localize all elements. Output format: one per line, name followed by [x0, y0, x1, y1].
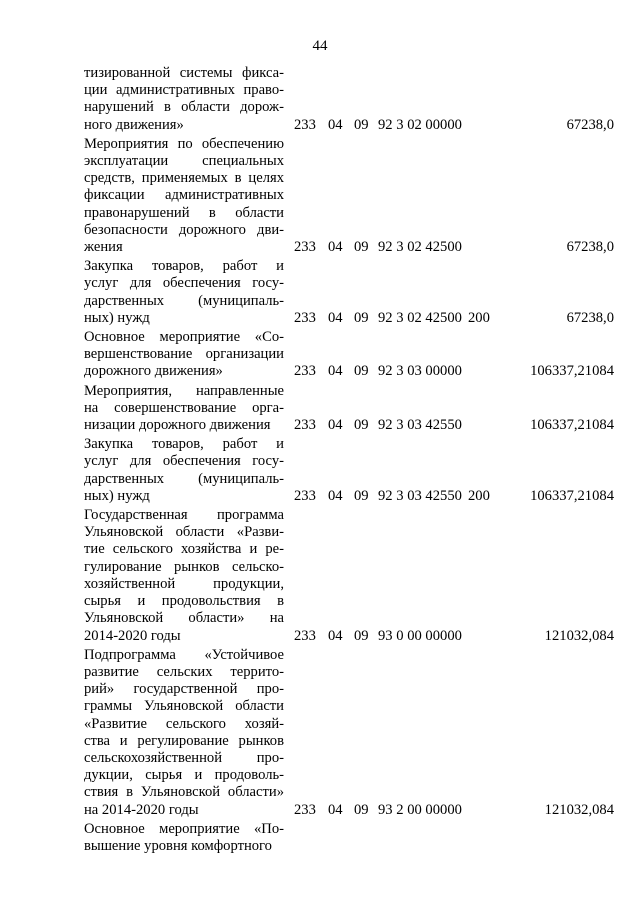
code-subsection: 09	[354, 627, 369, 644]
row-name-line: Мероприятия по обеспечению	[84, 135, 284, 152]
code-target-article: 92 3 03 00000	[378, 363, 462, 380]
code-section: 04	[328, 363, 343, 380]
code-expense-type	[468, 417, 498, 434]
code-section: 04	[328, 309, 343, 326]
table-row	[84, 136, 614, 256]
code-subsection: 09	[354, 239, 369, 256]
code-expense-type	[468, 363, 498, 380]
row-name-line: ствия в Ульяновской области»	[84, 784, 284, 801]
row-amount: 121032,084	[544, 627, 614, 644]
code-section: 04	[328, 239, 343, 256]
row-name-line: дорожного движения»	[84, 363, 223, 380]
row-amount: 106337,21084	[530, 487, 614, 504]
code-target-article: 92 3 03 42550	[378, 487, 462, 504]
code-ved: 233	[294, 417, 316, 434]
row-name-line: Ульяновской области» на	[84, 610, 284, 627]
row-name-line: сырья и продовольствия в	[84, 593, 284, 610]
row-codes	[284, 488, 498, 505]
code-expense-type	[468, 117, 498, 134]
row-codes	[284, 417, 498, 434]
code-subsection: 09	[354, 801, 369, 818]
code-expense-type: 200	[468, 309, 490, 326]
code-section: 04	[328, 801, 343, 818]
row-name-line: Государственная программа	[84, 507, 284, 524]
row-name-line: дукции, сырья и продоволь-	[84, 767, 284, 784]
code-subsection: 09	[354, 363, 369, 380]
row-name	[84, 507, 284, 645]
row-name-line: правонарушений в области	[84, 204, 284, 221]
row-name	[84, 647, 284, 819]
row-name-line: Ульяновской области «Разви-	[84, 524, 284, 541]
row-name-line: эксплуатации специальных	[84, 153, 284, 170]
row-codes	[284, 363, 498, 380]
row-amount: 121032,084	[544, 801, 614, 818]
row-codes	[284, 802, 498, 819]
row-name-line: Закупка товаров, работ и	[84, 436, 284, 453]
row-name-line: услуг для обеспечения госу-	[84, 275, 284, 292]
code-ved: 233	[294, 116, 316, 133]
code-expense-type	[468, 802, 498, 819]
row-amount: 67238,0	[566, 116, 614, 133]
row-name-line: Подпрограмма «Устойчивое	[84, 646, 284, 663]
row-name-line: низации дорожного движения	[84, 417, 271, 434]
row-name-line: услуг для обеспечения госу-	[84, 453, 284, 470]
row-name	[84, 258, 284, 327]
row-amount: 106337,21084	[530, 363, 614, 380]
code-ved: 233	[294, 801, 316, 818]
row-name-line: дарственных (муниципаль-	[84, 470, 284, 487]
table-row	[84, 647, 614, 819]
row-name	[84, 436, 284, 505]
row-name-line: хозяйственной продукции,	[84, 575, 284, 592]
code-section: 04	[328, 417, 343, 434]
row-name-line: рий» государственной про-	[84, 681, 284, 698]
row-name-line: «Развитие сельского хозяй-	[84, 715, 284, 732]
code-target-article: 92 3 02 42500	[378, 309, 462, 326]
table-row	[84, 436, 614, 505]
row-name-line: тизированной системы фикса-	[84, 65, 284, 81]
row-name-line: 2014-2020 годы	[84, 627, 181, 644]
row-name-line: вершенствование организации	[84, 346, 284, 363]
row-codes	[284, 628, 498, 645]
row-name-line: ных) нужд	[84, 487, 150, 504]
code-expense-type: 200	[468, 487, 490, 504]
row-name-line: Мероприятия, направленные	[84, 382, 284, 399]
row-name-line: средств, применяемых в целях	[84, 170, 284, 187]
code-subsection: 09	[354, 309, 369, 326]
code-target-article: 93 0 00 00000	[378, 627, 462, 644]
row-name-line: на совершенствование орга-	[84, 399, 284, 416]
row-name-line: дарственных (муниципаль-	[84, 292, 284, 309]
code-ved: 233	[294, 487, 316, 504]
code-section: 04	[328, 627, 343, 644]
row-codes	[284, 239, 498, 256]
row-name	[84, 65, 284, 134]
code-section: 04	[328, 116, 343, 133]
row-name-line: тие сельского хозяйства и ре-	[84, 541, 284, 558]
row-name-line: гулирование рынков сельско-	[84, 558, 284, 575]
code-section: 04	[328, 487, 343, 504]
row-name-line: Закупка товаров, работ и	[84, 258, 284, 275]
row-amount: 67238,0	[566, 309, 614, 326]
code-target-article: 93 2 00 00000	[378, 801, 462, 818]
row-amount: 67238,0	[566, 239, 614, 256]
table-row	[84, 821, 614, 855]
code-ved: 233	[294, 309, 316, 326]
row-name-line: жения	[84, 239, 123, 256]
row-name-line: ства и регулирование рынков	[84, 732, 284, 749]
row-name	[84, 329, 284, 381]
row-name-line: нарушений в области дорож-	[84, 99, 284, 116]
row-name-line: сельскохозяйственной про-	[84, 749, 284, 766]
row-name-line: вышение уровня комфортного	[84, 837, 272, 854]
code-ved: 233	[294, 239, 316, 256]
row-name-line: Основное мероприятие «По-	[84, 820, 284, 837]
table-row	[84, 329, 614, 381]
code-ved: 233	[294, 627, 316, 644]
code-ved: 233	[294, 363, 316, 380]
code-subsection: 09	[354, 116, 369, 133]
code-subsection: 09	[354, 487, 369, 504]
row-name	[84, 383, 284, 435]
row-name-line: граммы Ульяновской области	[84, 698, 284, 715]
row-name-line: фиксации административных	[84, 187, 284, 204]
row-codes	[284, 117, 498, 134]
row-name-line: на 2014-2020 годы	[84, 801, 199, 818]
code-target-article: 92 3 02 42500	[378, 239, 462, 256]
table-row	[84, 507, 614, 645]
row-name-line: ных) нужд	[84, 309, 150, 326]
row-name-line: ного движения»	[84, 116, 184, 133]
budget-table	[84, 65, 614, 855]
table-row	[84, 65, 614, 134]
row-name-line: ции административных право-	[84, 82, 284, 99]
code-target-article: 92 3 02 00000	[378, 116, 462, 133]
code-expense-type	[468, 239, 498, 256]
row-name	[84, 136, 284, 256]
page-number: 44	[312, 38, 328, 54]
table-row	[84, 383, 614, 435]
code-expense-type	[468, 628, 498, 645]
row-name	[84, 821, 284, 855]
table-row	[84, 258, 614, 327]
row-name-line: Основное мероприятие «Со-	[84, 329, 284, 346]
row-amount: 106337,21084	[530, 417, 614, 434]
row-name-line: безопасности дорожного дви-	[84, 221, 284, 238]
code-target-article: 92 3 03 42550	[378, 417, 462, 434]
row-codes	[284, 310, 498, 327]
row-name-line: развитие сельских террито-	[84, 663, 284, 680]
code-subsection: 09	[354, 417, 369, 434]
